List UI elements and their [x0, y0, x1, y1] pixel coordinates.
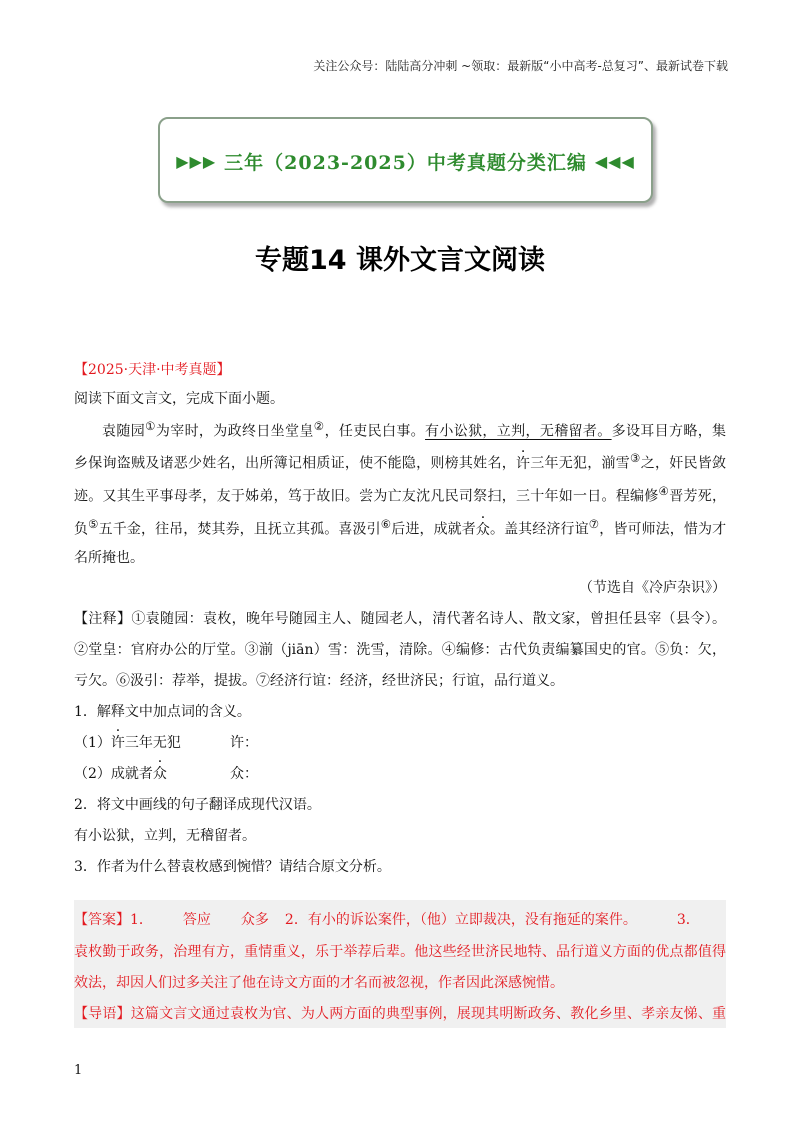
footnote-ref: ④	[658, 484, 670, 498]
footnote-ref: ①	[145, 419, 156, 433]
banner-text-row	[168, 133, 643, 189]
passage-line-2: 乡保询盗贼及诸恶少姓名，出所簿记相质证，使不能隐，则榜其姓名，许三年无犯，湔雪③之，奸民皆敛	[74, 451, 727, 472]
answer-blank-1: 许：	[230, 735, 258, 751]
arrow-right-icon: ▶▶▶	[176, 151, 217, 171]
answer-blank-2: 众：	[230, 766, 258, 782]
source-tag: 【2025·天津·中考真题】	[74, 362, 231, 378]
footnote-ref: ②	[313, 419, 325, 433]
passage-line-1: 袁随园①为宰时，为政终日坐堂皇②，任吏民白事。有小讼狱，立判，无稽留者。多设耳目方略，集	[102, 419, 727, 440]
dotted-word: 许	[515, 455, 531, 472]
question-1-1: （1）许三年无犯	[74, 735, 181, 751]
dotted-word: 众	[152, 766, 167, 782]
footnote-ref: ⑥	[380, 517, 392, 531]
passage-source: （节选自《冷庐杂识》）	[579, 580, 726, 596]
answer-line-2: 袁枚勤于政务，治理有方，重情重义，乐于举荐后辈。他这些经世济民地特、品行道义方面的优点都值得	[74, 944, 726, 960]
question-1: 1．解释文中加点词的含义。	[74, 704, 251, 720]
answer-line-3: 效法，却因人们过多关注了他在诗文方面的才名而被忽视，作者因此深感惋惜。	[74, 975, 564, 991]
footnote-ref: ⑤	[88, 517, 99, 531]
guide-line: 【导语】这篇文言文通过袁枚为官、为人两方面的典型事例，展现其明断政务、教化乡里、孝亲友悌、重	[74, 1006, 727, 1022]
footnote-ref: ⑦	[588, 517, 600, 531]
passage-line-3: 迹。又其生平事母孝，友于姊弟，笃于故旧。尝为亡友沈凡民司祭扫，三十年如一日。程编修④晋芳死，	[74, 484, 727, 505]
footnote-ref: ③	[630, 451, 641, 465]
page-title: 专题14 课外文言文阅读	[255, 245, 545, 276]
banner	[158, 117, 653, 203]
header-note: 关注公众号：陆陆高分冲刺 ~领取：最新版“小中高考-总复习”、最新试卷下载	[313, 59, 728, 73]
notes-line-2: ②堂皇：官府办公的厅堂。③湔（jiān）雪：洗雪，清除。④编修：古代负责编纂国史的官。⑤负：欠，	[74, 642, 726, 658]
dotted-word: 众	[475, 521, 490, 538]
arrow-left-icon: ◀◀◀	[594, 151, 635, 171]
question-2-sentence: 有小讼狱，立判，无稽留者。	[74, 828, 256, 844]
notes-line-1: 【注释】①袁随园：袁枚，晚年号随园主人、随园老人，清代著名诗人、散文家，曾担任县宰（县令）。	[74, 611, 726, 627]
answer-line-1: 【答案】1． 答应 众多 2．有小的诉讼案件，（他）立即裁决，没有拖延的案件。 3．	[74, 912, 700, 928]
instruction: 阅读下面文言文，完成下面小题。	[74, 391, 284, 407]
guide-tag: 【导语】	[74, 1006, 131, 1022]
banner-title: 三年（2023-2025）中考真题分类汇编	[224, 151, 587, 174]
page-number: 1	[74, 1063, 83, 1078]
notes-line-3: 亏欠。⑥汲引：荐举，提拔。⑦经济行谊：经济，经世济民；行谊，品行道义。	[74, 673, 564, 689]
passage-line-5: 名所掩也。	[74, 550, 144, 566]
question-3: 3．作者为什么替袁枚感到惋惜？请结合原文分析。	[74, 859, 391, 875]
question-2: 2．将文中画线的句子翻译成现代汉语。	[74, 797, 321, 813]
dotted-word: 许	[110, 735, 125, 751]
underlined-sentence: 有小讼狱，立判，无稽留者。	[425, 423, 612, 440]
question-1-2: （2）成就者众	[74, 766, 167, 782]
passage-line-4: 负⑤五千金，往吊，焚其券，且抚立其孤。喜汲引⑥后进，成就者众。盖其经济行谊⑦，皆可师法，惜为才	[74, 517, 727, 538]
answer-tag: 【答案】	[74, 912, 130, 928]
